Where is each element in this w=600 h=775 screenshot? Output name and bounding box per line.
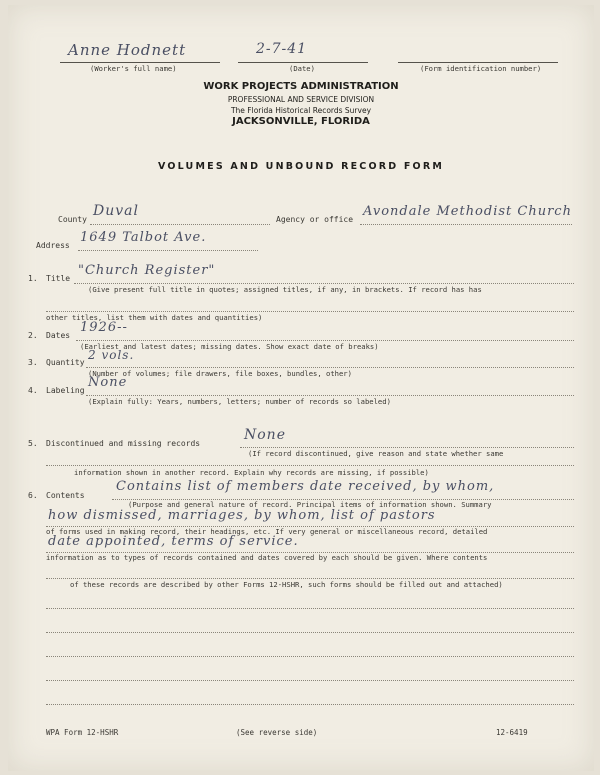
- item6-note3: information as to types of records contained and dates covered by each should be given. Where contents: [46, 553, 488, 562]
- date-value: 2-7-41: [256, 41, 308, 57]
- item5-label: Discontinued and missing records: [46, 439, 201, 448]
- item4-number: 4.: [28, 386, 38, 395]
- item5-value: None: [244, 427, 286, 443]
- blank-line-2: [46, 632, 574, 633]
- footer-reverse: (See reverse side): [236, 728, 318, 737]
- county-line: [90, 224, 270, 225]
- item2-note: (Earliest and latest dates; missing dates. Show exact date of breaks): [80, 342, 379, 351]
- blank-line-4: [46, 680, 574, 681]
- worker-name-line: [60, 62, 220, 63]
- item6-note1: (Purpose and general nature of record. Principal items of information shown. Summary: [128, 500, 492, 509]
- item6-note4: of these records are described by other Forms 12-HSHR, such forms should be filled out and attached): [70, 580, 503, 589]
- item6-value-line2: how dismissed, marriages, by whom, list of pastors: [48, 508, 436, 523]
- address-line: [78, 250, 258, 251]
- worker-name-label: (Worker's full name): [90, 64, 177, 73]
- item6-label: Contents: [46, 491, 85, 500]
- item1-value: "Church Register": [78, 263, 216, 278]
- date-label: (Date): [289, 64, 315, 73]
- form-id-line: [398, 62, 558, 63]
- item4-label: Labeling: [46, 386, 85, 395]
- item1-number: 1.: [28, 274, 38, 283]
- item1-label: Title: [46, 274, 71, 283]
- agency-value: Avondale Methodist Church: [363, 204, 572, 219]
- blank-line-5: [46, 704, 574, 705]
- agency-line: [360, 224, 572, 225]
- header-survey: The Florida Historical Records Survey: [230, 106, 372, 115]
- item1-line2: [46, 311, 574, 312]
- item5-note1: (If record discontinued, give reason and state whether same: [248, 449, 504, 458]
- header-agency: WORK PROJECTS ADMINISTRATION: [203, 81, 399, 92]
- county-label: County: [58, 215, 87, 224]
- form-title: VOLUMES AND UNBOUND RECORD FORM: [157, 161, 444, 172]
- address-label: Address: [36, 241, 70, 250]
- blank-line-3: [46, 656, 574, 657]
- agency-label: Agency or office: [276, 215, 354, 224]
- item6-note2: of forms used in making record, their headings, etc. If very general or miscellaneous record, detailed: [46, 527, 488, 536]
- item5-line2: [46, 465, 574, 466]
- item4-line: [86, 395, 574, 396]
- item5-note2: information shown in another record. Explain why records are missing, if possible): [74, 468, 429, 477]
- item3-value: 2 vols.: [88, 348, 135, 362]
- address-value: 1649 Talbot Ave.: [80, 230, 207, 245]
- item3-number: 3.: [28, 358, 38, 367]
- blank-line-1: [46, 608, 574, 609]
- item3-label: Quantity: [46, 358, 85, 367]
- item5-line: [240, 447, 574, 448]
- item1-line: [74, 283, 574, 284]
- item3-line: [86, 367, 574, 368]
- item6-number: 6.: [28, 491, 38, 500]
- footer-code: 12-6419: [496, 728, 528, 737]
- item5-number: 5.: [28, 439, 38, 448]
- form-page: [8, 5, 594, 771]
- item2-value: 1926--: [80, 320, 128, 335]
- worker-name-value: Anne Hodnett: [68, 41, 187, 59]
- item1-note1: (Give present full title in quotes; assigned titles, if any, in brackets. If record has has: [88, 285, 482, 294]
- header-location: JACKSONVILLE, FLORIDA: [232, 116, 370, 127]
- item3-note: (Number of volumes; file drawers, file boxes, bundles, other): [88, 369, 352, 378]
- item2-number: 2.: [28, 331, 38, 340]
- footer-form-number: WPA Form 12-HSHR: [46, 728, 119, 737]
- county-value: Duval: [93, 203, 139, 219]
- item6-line4: [46, 578, 574, 579]
- item1-note2: other titles, list them with dates and quantities): [46, 313, 263, 322]
- header-division: PROFESSIONAL AND SERVICE DIVISION: [227, 95, 375, 104]
- item6-value-line1: Contains list of members date received, by whom,: [116, 479, 495, 494]
- item4-value: None: [88, 375, 128, 390]
- date-line: [238, 62, 368, 63]
- item6-value-line3: date appointed, terms of service.: [48, 534, 299, 549]
- item2-line: [76, 340, 574, 341]
- item4-note: (Explain fully: Years, numbers, letters; number of records so labeled): [88, 397, 391, 406]
- item2-label: Dates: [46, 331, 71, 340]
- form-id-label: (Form identification number): [420, 64, 542, 73]
